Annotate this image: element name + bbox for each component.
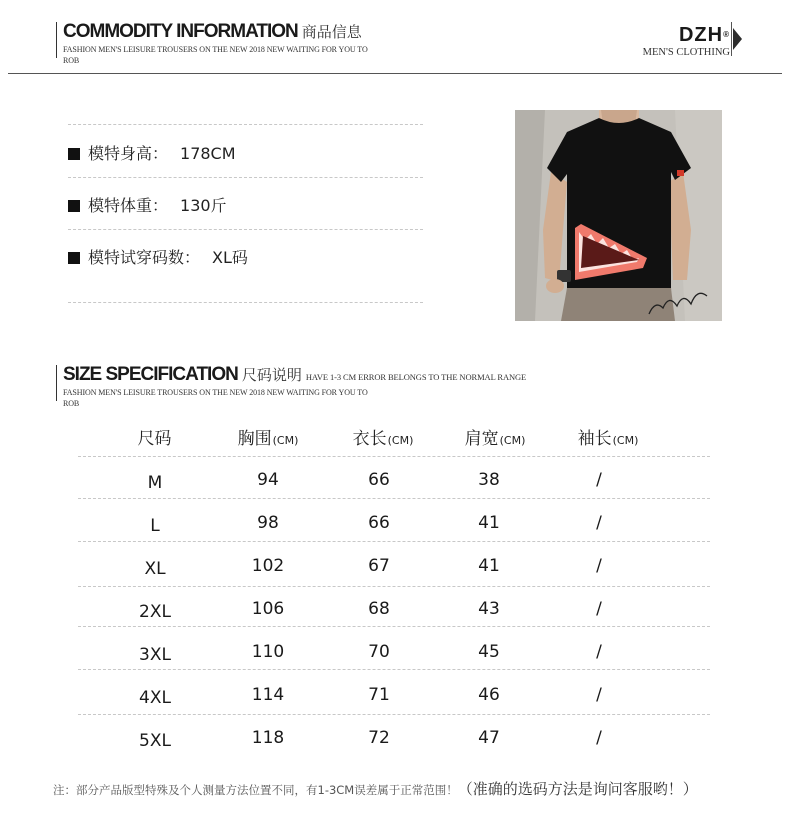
table-cell-size: M [147, 473, 163, 493]
footer-note-small: 注：部分产品版型特殊及个人测量方法位置不同，有1-3CM误差属于正常范围！ [53, 783, 458, 797]
table-divider [78, 498, 710, 499]
table-cell-shoulder: 43 [478, 599, 500, 619]
table-cell-size: 3XL [139, 645, 171, 665]
brand-name-text: DZH [678, 24, 724, 46]
size-table-header-shoulder [440, 424, 550, 449]
table-cell-length: 67 [368, 556, 390, 576]
table-cell-sleeve: / [596, 556, 602, 576]
commodity-title-en: COMMODITY INFORMATION [63, 21, 298, 42]
table-divider [78, 714, 710, 715]
table-cell-sleeve: / [596, 685, 602, 705]
table-cell-shoulder: 41 [478, 556, 500, 576]
table-cell-chest: 118 [251, 728, 285, 748]
table-cell-size: 4XL [139, 688, 171, 708]
header-label: 胸围 [237, 429, 272, 449]
table-cell-length: 68 [368, 599, 390, 619]
table-cell-chest: 106 [251, 599, 285, 619]
table-cell-sleeve: / [596, 470, 602, 490]
table-cell-shoulder: 47 [478, 728, 500, 748]
table-cell-length: 66 [368, 470, 390, 490]
header-label: 袖长 [577, 429, 612, 449]
table-cell-shoulder: 41 [478, 513, 500, 533]
model-weight-label: 模特体重： [88, 196, 169, 215]
footer-note-big: （准确的选码方法是询问客服哟！） [457, 780, 698, 798]
table-cell-shoulder: 46 [478, 685, 500, 705]
size-spec-subtitle: FASHION MEN'S LEISURE TROUSERS ON THE NEW 2018 NEW WAITING FOR YOU TO ROB [63, 388, 368, 408]
table-cell-length: 72 [368, 728, 390, 748]
size-spec-title-cn: 尺码说明 [241, 366, 302, 384]
brand-subtitle: MEN'S CLOTHING [642, 47, 730, 58]
table-cell-length: 66 [368, 513, 390, 533]
table-cell-shoulder: 45 [478, 642, 500, 662]
table-divider [78, 626, 710, 627]
size-spec-title-en: SIZE SPECIFICATION [63, 364, 238, 385]
header-unit: (CM) [387, 434, 414, 447]
header-unit: (CM) [499, 434, 526, 447]
model-weight-value: 130斤 [180, 196, 227, 215]
brand-registered-mark: ® [723, 30, 730, 39]
commodity-subtitle: FASHION MEN'S LEISURE TROUSERS ON THE NEW 2018 NEW WAITING FOR YOU TO ROB [63, 45, 368, 65]
commodity-title-cn: 商品信息 [301, 23, 362, 41]
header-label: 肩宽 [464, 429, 499, 449]
table-divider [78, 541, 710, 542]
table-cell-chest: 98 [257, 513, 279, 533]
footer-note [53, 778, 698, 799]
table-cell-chest: 102 [251, 556, 285, 576]
header-unit: (CM) [612, 434, 639, 447]
header-unit: (CM) [272, 434, 299, 447]
header-label: 衣长 [352, 429, 387, 449]
size-spec-note: HAVE 1-3 CM ERROR BELONGS TO THE NORMAL RANGE [305, 372, 527, 382]
size-table-header-sleeve [553, 424, 663, 449]
model-size-value: XL码 [212, 248, 248, 267]
table-cell-size: XL [144, 559, 166, 579]
table-cell-length: 70 [368, 642, 390, 662]
size-table-header-length [328, 424, 438, 449]
model-size-label: 模特试穿码数： [88, 248, 201, 267]
model-height-label: 模特身高： [88, 144, 169, 163]
size-table-header-chest [213, 424, 323, 449]
table-cell-size: 5XL [139, 731, 171, 751]
size-table-header-size [100, 424, 210, 449]
table-cell-size: 2XL [139, 602, 171, 622]
table-divider [78, 586, 710, 587]
table-cell-chest: 114 [251, 685, 285, 705]
table-cell-sleeve: / [596, 728, 602, 748]
table-cell-chest: 110 [251, 642, 285, 662]
table-cell-sleeve: / [596, 513, 602, 533]
table-cell-length: 71 [368, 685, 390, 705]
table-divider [78, 456, 710, 457]
table-cell-shoulder: 38 [478, 470, 500, 490]
table-cell-size: L [150, 516, 160, 536]
header-label: 尺码 [137, 429, 172, 449]
table-cell-sleeve: / [596, 599, 602, 619]
model-height-value: 178CM [180, 144, 236, 163]
table-cell-chest: 94 [257, 470, 279, 490]
table-cell-sleeve: / [596, 642, 602, 662]
table-divider [78, 669, 710, 670]
